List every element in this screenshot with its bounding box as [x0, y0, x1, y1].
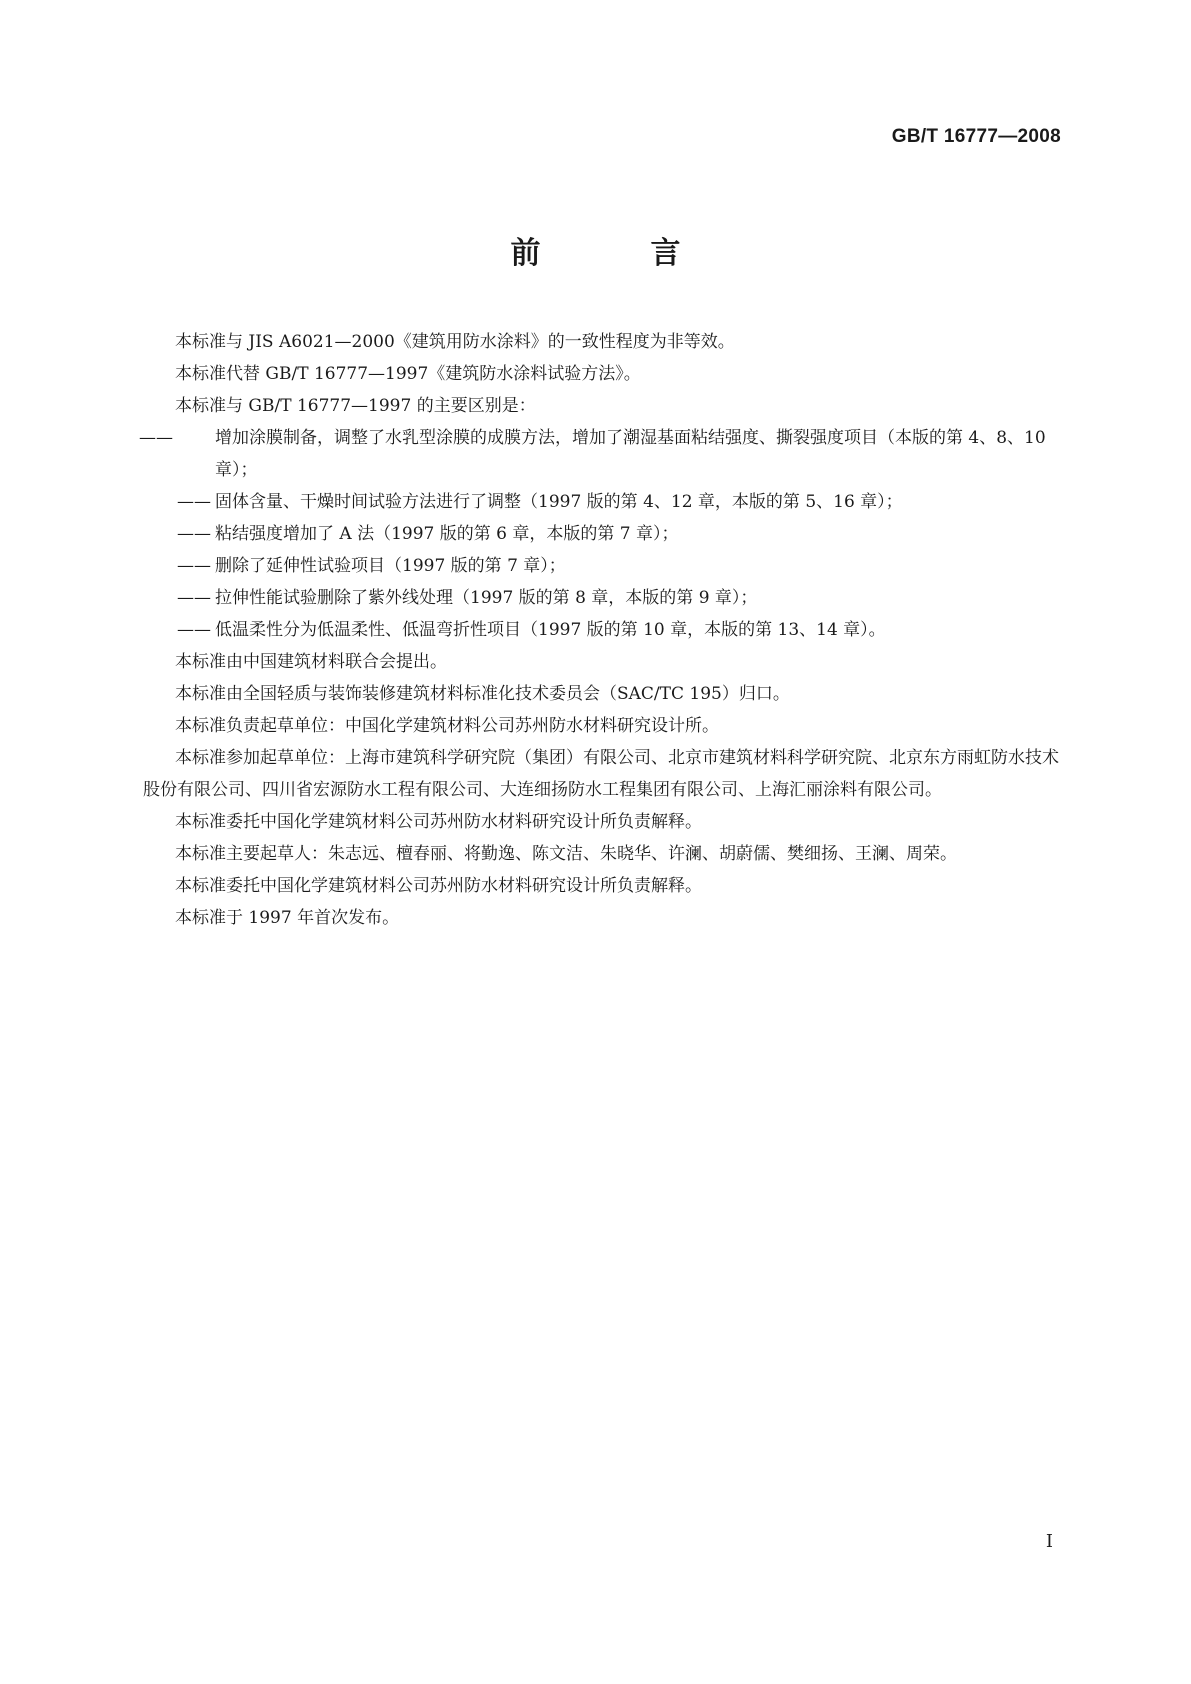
change-item — [139, 422, 1063, 486]
paragraph: 本标准代替 GB/T 16777—1997《建筑防水涂料试验方法》。 — [175, 364, 641, 384]
change-item — [143, 582, 1063, 614]
paragraph: 本标准由中国建筑材料联合会提出。 — [175, 652, 447, 672]
page-title: 前 言 — [510, 236, 721, 271]
paragraph: 本标准与 GB/T 16777—1997 的主要区别是： — [175, 396, 536, 416]
paragraph: 本标准于 1997 年首次发布。 — [175, 908, 400, 928]
foreword-body — [139, 326, 1063, 934]
standard-code: GB/T 16777—2008 — [891, 126, 1061, 147]
paragraph: 本标准由全国轻质与装饰装修建筑材料标准化技术委员会（SAC/TC 195）归口。 — [175, 684, 790, 704]
change-item — [143, 550, 1063, 582]
change-item-text: 低温柔性分为低温柔性、低温弯折性项目（1997 版的第 10 章，本版的第 13、14 章）。 — [215, 620, 886, 640]
change-item-text: 增加涂膜制备，调整了水乳型涂膜的成膜方法，增加了潮湿基面粘结强度、撕裂强度项目（本版的第 4、8、10 章）； — [215, 428, 1046, 480]
paragraph: 本标准参加起草单位：上海市建筑科学研究院（集团）有限公司、北京市建筑材料科学研究院、北京东方雨虹防水技术股份有限公司、四川省宏源防水工程有限公司、大连细扬防水工程集团有限公司、上海汇丽涂料有限公司。 — [143, 748, 1059, 800]
page-number: I — [1045, 1531, 1053, 1552]
change-item — [143, 614, 1063, 646]
dash-mark: —— — [177, 524, 211, 544]
paragraph: 本标准主要起草人：朱志远、檀春丽、将勤逸、陈文洁、朱晓华、许澜、胡蔚儒、樊细扬、王澜、周荣。 — [175, 844, 957, 864]
change-item — [143, 486, 1063, 518]
change-item-text: 拉伸性能试验删除了紫外线处理（1997 版的第 8 章，本版的第 9 章）； — [215, 588, 758, 608]
change-item-text: 固体含量、干燥时间试验方法进行了调整（1997 版的第 4、12 章，本版的第 5、16 章）； — [215, 492, 903, 512]
change-item-text: 删除了延伸性试验项目（1997 版的第 7 章）； — [215, 556, 566, 576]
paragraph: 本标准与 JIS A6021—2000《建筑用防水涂料》的一致性程度为非等效。 — [175, 332, 735, 352]
dash-mark: —— — [177, 620, 211, 640]
dash-mark: —— — [177, 556, 211, 576]
dash-mark: —— — [177, 588, 211, 608]
change-item-text: 粘结强度增加了 A 法（1997 版的第 6 章，本版的第 7 章）； — [215, 524, 679, 544]
change-item — [143, 518, 1063, 550]
dash-mark: —— — [177, 492, 211, 512]
paragraph: 本标准委托中国化学建筑材料公司苏州防水材料研究设计所负责解释。 — [175, 812, 702, 832]
dash-mark: —— — [139, 428, 173, 448]
paragraph: 本标准委托中国化学建筑材料公司苏州防水材料研究设计所负责解释。 — [175, 876, 702, 896]
paragraph: 本标准负责起草单位：中国化学建筑材料公司苏州防水材料研究设计所。 — [175, 716, 719, 736]
